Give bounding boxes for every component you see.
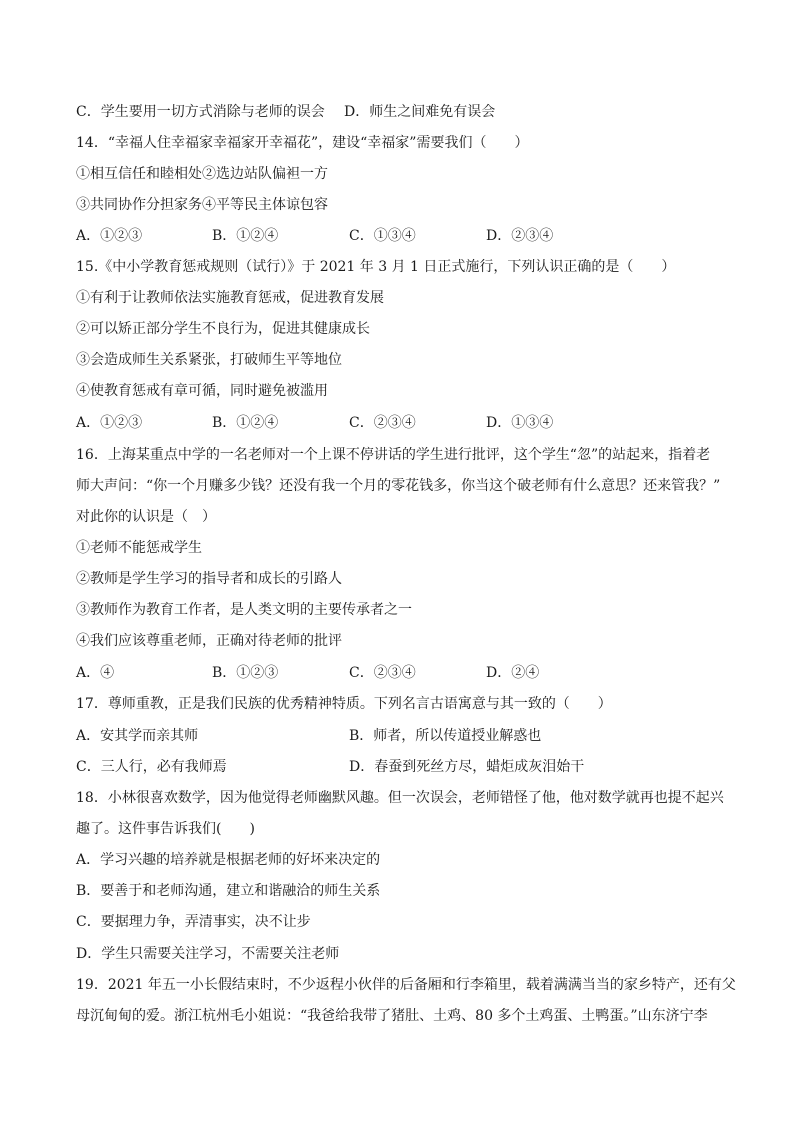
- q17-option-a: A．安其学而亲其师: [76, 728, 199, 744]
- q14-option-d: D．②③④: [486, 228, 554, 244]
- q16-option-b: B．①②③: [212, 665, 279, 681]
- q15-statement-1: ①有利于让教师依法实施教育惩戒，促进教育发展: [76, 290, 384, 306]
- q14-option-b: B．①②④: [212, 228, 279, 244]
- q15-statement-3: ③会造成师生关系紧张，打破师生平等地位: [76, 352, 342, 368]
- q18-stem-line-2: 趣了。这件事告诉我们( ): [76, 821, 255, 837]
- q18-option-a: A．学习兴趣的培养就是根据老师的好坏来决定的: [76, 852, 381, 868]
- q16-stem-line-1: 16．上海某重点中学的一名老师对一个上课不停讲话的学生进行批评，这个学生“忽”的站起来，指着老: [76, 447, 711, 463]
- q16-statement-2: ②教师是学生学习的指导者和成长的引路人: [76, 571, 342, 587]
- q15-statement-2: ②可以矫正部分学生不良行为，促进其健康成长: [76, 321, 370, 337]
- q18-option-c: C．要据理力争，弄清事实，决不让步: [76, 914, 311, 930]
- q16-option-d: D．②④: [486, 665, 540, 681]
- q15-stem: 15.《中小学教育惩戒规则（试行）》于 2021 年 3 月 1 日正式施行，下列认识正确的是（ ）: [76, 259, 676, 275]
- q13-option-d: D．师生之间难免有误会: [344, 104, 496, 120]
- q19-stem-line-1: 19．2021 年五一小长假结束时，不少返程小伙伴的后备厢和行李箱里，载着满满当当的家乡特产，还有父: [76, 977, 736, 993]
- q13-option-c: C．学生要用一切方式消除与老师的误会: [76, 104, 325, 120]
- q17-option-c: C．三人行，必有我师焉: [76, 759, 227, 775]
- q16-option-c: C．②③④: [349, 665, 416, 681]
- q16-stem-line-2: 师大声问：“你一个月赚多少钱？还没有我一个月的零花钱多，你当这个破老师有什么意思？还来管我？”: [76, 478, 721, 494]
- q16-stem-line-3: 对此你的认识是（ ）: [76, 509, 216, 525]
- q18-stem-line-1: 18．小林很喜欢数学，因为他觉得老师幽默风趣。但一次误会，老师错怪了他，他对数学就再也提不起兴: [76, 790, 724, 806]
- q16-statement-3: ③教师作为教育工作者，是人类文明的主要传承者之一: [76, 602, 412, 618]
- q14-stem: 14．“幸福人住幸福家幸福家开幸福花”，建设“幸福家”需要我们（ ）: [76, 135, 529, 151]
- q14-statement-2: ③共同协作分担家务④平等民主体谅包容: [76, 197, 328, 213]
- q15-option-d: D．①③④: [486, 415, 554, 431]
- q16-statement-1: ①老师不能惩戒学生: [76, 540, 202, 556]
- q15-option-a: A．①②③: [76, 415, 143, 431]
- q17-stem: 17．尊师重教，正是我们民族的优秀精神特质。下列名言古语寓意与其一致的（ ）: [76, 696, 612, 712]
- q14-statement-1: ①相互信任和睦相处②选边站队偏袒一方: [76, 166, 328, 182]
- q17-option-b: B．师者，所以传道授业解惑也: [349, 728, 542, 744]
- q18-option-b: B．要善于和老师沟通，建立和谐融洽的师生关系: [76, 883, 381, 899]
- q15-option-b: B．①②④: [212, 415, 279, 431]
- q16-option-a: A．④: [76, 665, 115, 681]
- q19-stem-line-2: 母沉甸甸的爱。浙江杭州毛小姐说：“我爸给我带了猪肚、土鸡、80 多个土鸡蛋、土鸭蛋。”山东济宁李: [76, 1008, 708, 1024]
- q17-option-d: D．春蚕到死丝方尽，蜡炬成灰泪始干: [349, 759, 585, 775]
- q15-statement-4: ④使教育惩戒有章可循，同时避免被滥用: [76, 383, 328, 399]
- q14-option-a: A．①②③: [76, 228, 143, 244]
- q15-option-c: C．②③④: [349, 415, 416, 431]
- q14-option-c: C．①③④: [349, 228, 416, 244]
- q18-option-d: D．学生只需要关注学习，不需要关注老师: [76, 946, 340, 962]
- q16-statement-4: ④我们应该尊重老师，正确对待老师的批评: [76, 633, 342, 649]
